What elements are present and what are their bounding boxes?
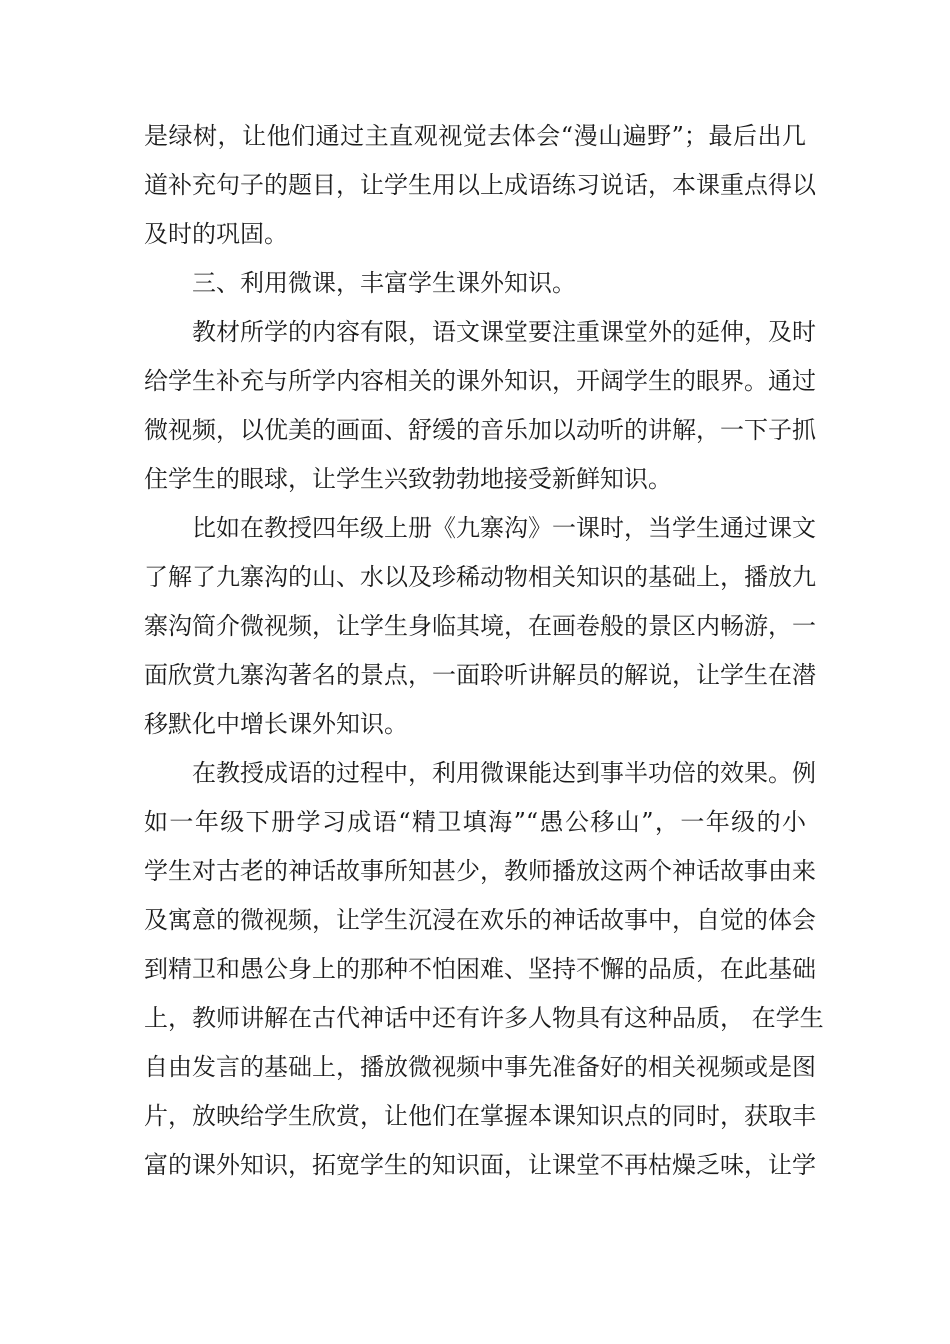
text-line: 自由发言的基础上，播放微视频中事先准备好的相关视频或是图 xyxy=(144,1053,816,1081)
text-line: 是绿树，让他们通过主直观视觉去体会“漫山遍野”；最后出几 xyxy=(144,122,806,150)
text-line: 微视频，以优美的画面、舒缓的音乐加以动听的讲解，一下子抓 xyxy=(144,416,816,444)
text-line: 及时的巩固。 xyxy=(144,220,288,248)
text-line: 及寓意的微视频，让学生沉浸在欢乐的神话故事中，自觉的体会 xyxy=(144,906,816,934)
text-line: 住学生的眼球，让学生兴致勃勃地接受新鲜知识。 xyxy=(144,465,672,493)
text-line: 教材所学的内容有限，语文课堂要注重课堂外的延伸，及时 xyxy=(192,318,816,346)
text-line: 面欣赏九寨沟著名的景点，一面聆听讲解员的解说，让学生在潜 xyxy=(144,661,816,689)
text-line: 如一年级下册学习成语“精卫填海”“愚公移山”，一年级的小 xyxy=(144,808,806,836)
text-line: 给学生补充与所学内容相关的课外知识，开阔学生的眼界。通过 xyxy=(144,367,816,395)
section-heading: 三、利用微课，丰富学生课外知识。 xyxy=(192,269,576,297)
text-line: 在教授成语的过程中，利用微课能达到事半功倍的效果。例 xyxy=(192,759,816,787)
text-line: 移默化中增长课外知识。 xyxy=(144,710,408,738)
text-line: 了解了九寨沟的山、水以及珍稀动物相关知识的基础上，播放九 xyxy=(144,563,816,591)
text-line: 学生对古老的神话故事所知甚少，教师播放这两个神话故事由来 xyxy=(144,857,816,885)
text-line: 到精卫和愚公身上的那种不怕困难、坚持不懈的品质，在此基础 xyxy=(144,955,816,983)
text-line: 道补充句子的题目，让学生用以上成语练习说话，本课重点得以 xyxy=(144,171,816,199)
text-line: 上，教师讲解在古代神话中还有许多人物具有这种品质， 在学生 xyxy=(144,1004,824,1032)
body-text xyxy=(144,112,824,1190)
text-line: 比如在教授四年级上册《九寨沟》一课时，当学生通过课文 xyxy=(192,514,816,542)
text-line: 富的课外知识，拓宽学生的知识面，让课堂不再枯燥乏味，让学 xyxy=(144,1151,816,1179)
text-line: 片，放映给学生欣赏，让他们在掌握本课知识点的同时，获取丰 xyxy=(144,1102,816,1130)
text-line: 寨沟简介微视频，让学生身临其境，在画卷般的景区内畅游，一 xyxy=(144,612,816,640)
